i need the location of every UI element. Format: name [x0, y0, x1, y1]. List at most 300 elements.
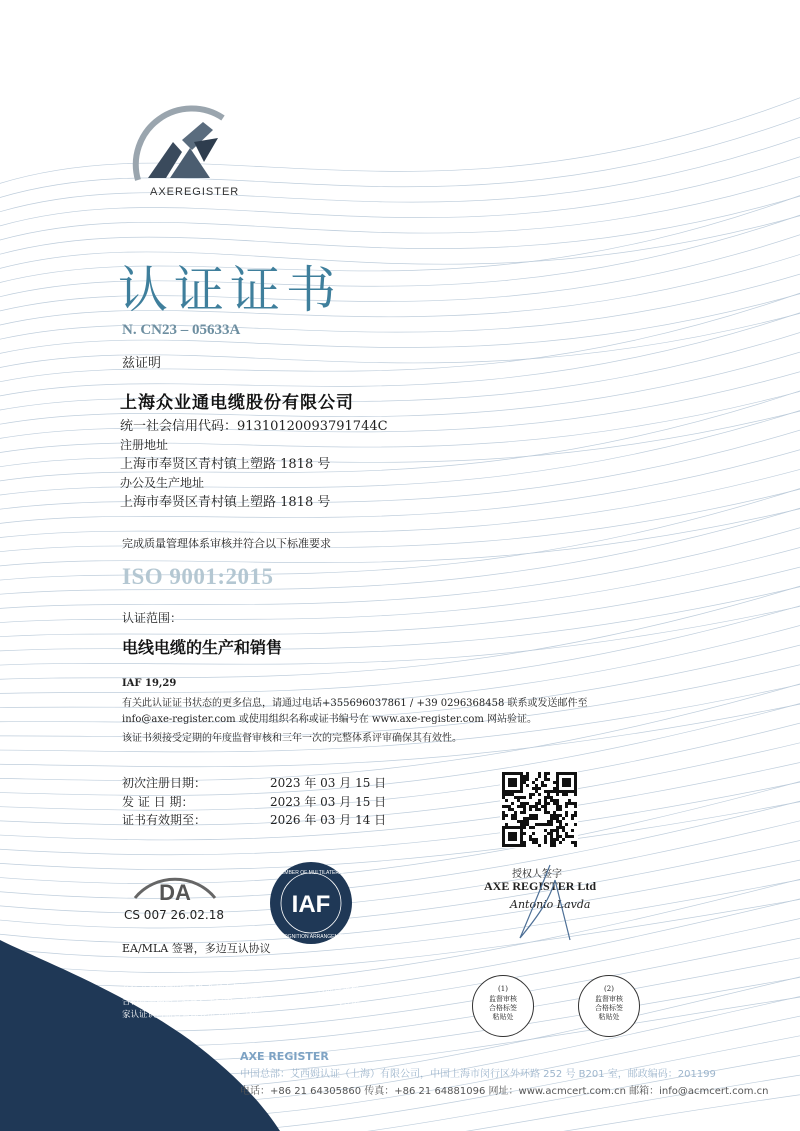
footer-brand: AXE REGISTER: [240, 1050, 329, 1063]
qr-module: [571, 829, 574, 832]
qr-module: [529, 796, 532, 799]
qr-module: [517, 796, 520, 799]
qr-module: [502, 778, 505, 781]
qr-module: [559, 826, 562, 829]
qr-module: [502, 772, 505, 775]
wave-line: [0, 876, 800, 958]
qr-module: [553, 802, 556, 805]
qr-module: [550, 796, 553, 799]
qr-module: [571, 841, 574, 844]
qr-module: [523, 841, 526, 844]
qr-module: [547, 790, 550, 793]
qr-module: [508, 793, 511, 796]
qr-module: [517, 772, 520, 775]
notice-line-3: 家认证认可监督管理委员会网站（www.cnca.gov.cn）查询。: [122, 1010, 358, 1020]
qr-module: [520, 784, 523, 787]
registered-address: 上海市奉贤区青村镇上塑路 1818 号: [120, 457, 331, 472]
qr-module: [565, 790, 568, 793]
qr-module: [544, 778, 547, 781]
qr-module: [502, 784, 505, 787]
qr-module: [568, 802, 571, 805]
qr-module: [556, 790, 559, 793]
qr-module: [526, 778, 529, 781]
qr-module: [514, 814, 517, 817]
qr-module: [514, 781, 517, 784]
qr-module: [562, 838, 565, 841]
qr-module: [556, 799, 559, 802]
qr-module: [550, 841, 553, 844]
seal-2-number: (2): [604, 985, 614, 993]
qr-module: [520, 811, 523, 814]
certify-text: 兹证明: [122, 356, 162, 371]
qr-module: [523, 826, 526, 829]
office-address-label: 办公及生产地址: [120, 476, 205, 490]
da-code: CS 007 26.02.18: [124, 908, 224, 922]
page-title: 认证证书: [118, 261, 342, 319]
expiry-date-label: 证书有效期至：: [122, 813, 207, 827]
qr-module: [562, 817, 565, 820]
qr-module: [571, 790, 574, 793]
qr-module: [556, 805, 559, 808]
info-line-2: info@axe-register.com 或使用组织名称或证书编号在 www.axe-register.com 网站验证。: [122, 714, 538, 725]
qr-module: [550, 814, 553, 817]
qr-module: [529, 793, 532, 796]
qr-module: [535, 790, 538, 793]
qr-module: [574, 790, 577, 793]
qr-module: [556, 826, 559, 829]
qr-module: [529, 814, 532, 817]
qr-module: [565, 814, 568, 817]
qr-module: [502, 775, 505, 778]
signature-stroke: [510, 860, 580, 945]
qr-module: [538, 775, 541, 778]
qr-module: [502, 829, 505, 832]
wave-line: [0, 894, 800, 1001]
qr-module: [523, 802, 526, 805]
qr-module: [547, 802, 550, 805]
qr-module: [514, 790, 517, 793]
qr-module: [556, 781, 559, 784]
qr-module: [562, 781, 565, 784]
notice-line-1: 在证书有效期内每 12 个月内须接受一次监督审核并将监督审核: [122, 984, 360, 994]
qr-module: [553, 787, 556, 790]
certificate-number: N. CN23 – 05633A: [122, 322, 241, 338]
surveillance-seal-2: [578, 975, 640, 1037]
qr-module: [550, 820, 553, 823]
qr-module: [529, 808, 532, 811]
qr-module: [538, 808, 541, 811]
navy-corner: [0, 940, 280, 1131]
seal-2-line-3: 粘贴处: [598, 1013, 620, 1021]
qr-module: [505, 823, 508, 826]
qr-module: [514, 844, 517, 847]
qr-module: [547, 772, 550, 775]
qr-module: [553, 781, 556, 784]
issue-date-label: 发 证 日 期：: [122, 795, 194, 809]
qr-module: [559, 841, 562, 844]
qr-module: [520, 823, 523, 826]
qr-module: [562, 793, 565, 796]
qr-module: [511, 832, 514, 835]
qr-module: [550, 832, 553, 835]
footer-address: 中国总部：艾西姆认证（上海）有限公司，中国上海市闵行区外环路 252 号 B201 室，邮政编码：201199: [240, 1069, 716, 1080]
qr-module: [553, 838, 556, 841]
qr-module: [520, 775, 523, 778]
notice-line-2: 合格标签粘贴于有贫指定位置。此证书方为有效。本证书可在国: [122, 997, 361, 1007]
qr-module: [565, 823, 568, 826]
qr-module: [523, 820, 526, 823]
qr-module: [574, 787, 577, 790]
qr-module: [532, 826, 535, 829]
wave-line: [0, 582, 800, 652]
qr-module: [547, 820, 550, 823]
qr-module: [502, 838, 505, 841]
qr-module: [520, 838, 523, 841]
qr-module: [532, 817, 535, 820]
qr-module: [502, 817, 505, 820]
qr-module: [559, 814, 562, 817]
qr-module: [505, 814, 508, 817]
qr-module: [562, 772, 565, 775]
wave-line: [0, 874, 800, 987]
qr-module: [529, 826, 532, 829]
qr-module: [532, 793, 535, 796]
qr-module: [520, 832, 523, 835]
iaf-logo-icon: [268, 860, 354, 946]
qr-module: [568, 790, 571, 793]
qr-module: [526, 817, 529, 820]
qr-module: [517, 826, 520, 829]
qr-module: [526, 823, 529, 826]
qr-module: [511, 790, 514, 793]
qr-module: [502, 811, 505, 814]
qr-module: [535, 787, 538, 790]
qr-module: [544, 796, 547, 799]
qr-module: [550, 817, 553, 820]
qr-module: [553, 814, 556, 817]
qr-module: [514, 817, 517, 820]
surveillance-seal-1: [472, 975, 534, 1037]
qr-module: [559, 808, 562, 811]
qr-module: [556, 808, 559, 811]
qr-module: [511, 784, 514, 787]
qr-module: [547, 793, 550, 796]
qr-module: [541, 805, 544, 808]
qr-module: [559, 790, 562, 793]
signatory-name: Antonio Lavda: [510, 898, 591, 911]
qr-module: [535, 784, 538, 787]
seal-1-line-2: 合格标签: [489, 1004, 517, 1012]
registered-address-label: 注册地址: [120, 438, 169, 452]
iaf-code: IAF 19,29: [122, 678, 177, 689]
qr-module: [559, 835, 562, 838]
qr-module: [556, 775, 559, 778]
qr-module: [514, 784, 517, 787]
qr-module: [544, 784, 547, 787]
qr-module: [511, 817, 514, 820]
svg-text:DA: DA: [159, 880, 191, 905]
qr-module: [508, 838, 511, 841]
qr-module: [520, 796, 523, 799]
info-line-1: 有关此认证证书状态的更多信息，请通过电话+355696037861 / +39 0296368458 联系或发送邮件至: [122, 698, 588, 709]
qr-module: [544, 808, 547, 811]
qr-module: [556, 829, 559, 832]
qr-module: [508, 832, 511, 835]
qr-module: [514, 835, 517, 838]
qr-module: [535, 805, 538, 808]
qr-module: [520, 835, 523, 838]
qr-module: [556, 820, 559, 823]
first-registration-label: 初次注册日期：: [122, 776, 207, 790]
qr-module: [538, 787, 541, 790]
qr-module: [565, 802, 568, 805]
wave-line: [0, 522, 800, 610]
qr-module: [508, 778, 511, 781]
qr-module: [535, 778, 538, 781]
qr-module: [544, 841, 547, 844]
qr-module: [565, 805, 568, 808]
qr-module: [553, 829, 556, 832]
qr-module: [535, 817, 538, 820]
qr-module: [502, 832, 505, 835]
qr-module: [526, 772, 529, 775]
qr-module: [547, 823, 550, 826]
qr-module: [571, 772, 574, 775]
qr-module: [505, 844, 508, 847]
qr-module: [556, 832, 559, 835]
qr-module: [571, 817, 574, 820]
qr-module: [520, 805, 523, 808]
standard-name: ISO 9001:2015: [122, 564, 274, 589]
qr-module: [538, 793, 541, 796]
qr-module: [541, 784, 544, 787]
office-address: 上海市奉贤区青村镇上塑路 1818 号: [120, 495, 331, 510]
qr-module: [550, 799, 553, 802]
qr-module: [508, 805, 511, 808]
qr-module: [502, 844, 505, 847]
qr-module: [526, 784, 529, 787]
qr-module: [532, 832, 535, 835]
qr-module: [511, 802, 514, 805]
qr-code-icon: [500, 770, 578, 848]
qr-module: [511, 814, 514, 817]
qr-module: [505, 790, 508, 793]
qr-module: [556, 835, 559, 838]
qr-module: [514, 838, 517, 841]
iaf-top-text: MEMBER OF MULTILATERAL: [276, 870, 346, 876]
qr-module: [547, 811, 550, 814]
qr-module: [544, 835, 547, 838]
qr-module: [556, 814, 559, 817]
qr-module: [550, 835, 553, 838]
company-name: 上海众业通电缆股份有限公司: [120, 393, 354, 413]
qr-module: [526, 775, 529, 778]
qr-module: [502, 826, 505, 829]
qr-module: [517, 820, 520, 823]
qr-module: [550, 829, 553, 832]
qr-module: [559, 772, 562, 775]
qr-module: [532, 838, 535, 841]
compliance-text: 完成质量管理体系审核并符合以下标准要求: [122, 537, 331, 550]
qr-module: [538, 772, 541, 775]
qr-module: [508, 772, 511, 775]
certification-scope: 电线电缆的生产和销售: [122, 638, 283, 657]
qr-module: [523, 817, 526, 820]
qr-module: [517, 805, 520, 808]
qr-module: [565, 835, 568, 838]
qr-module: [535, 838, 538, 841]
qr-module: [535, 814, 538, 817]
qr-module: [571, 835, 574, 838]
qr-module: [559, 823, 562, 826]
qr-module: [502, 835, 505, 838]
qr-module: [511, 826, 514, 829]
qr-module: [511, 808, 514, 811]
qr-module: [556, 793, 559, 796]
qr-module: [517, 790, 520, 793]
qr-module: [541, 823, 544, 826]
qr-module: [514, 772, 517, 775]
qr-module: [574, 793, 577, 796]
footer-contact: 电话：+86 21 64305860 传真：+86 21 64881096 网址：www.acmcert.com.cn 邮箱：info@acmcert.com.cn: [240, 1086, 769, 1097]
qr-module: [562, 826, 565, 829]
qr-module: [502, 793, 505, 796]
qr-module: [565, 778, 568, 781]
qr-module: [556, 802, 559, 805]
qr-module: [535, 841, 538, 844]
qr-module: [553, 799, 556, 802]
qr-module: [550, 844, 553, 847]
qr-module: [520, 787, 523, 790]
qr-module: [514, 826, 517, 829]
qr-module: [520, 844, 523, 847]
qr-module: [502, 790, 505, 793]
qr-module: [508, 784, 511, 787]
qr-module: [568, 835, 571, 838]
qr-module: [508, 790, 511, 793]
qr-module: [514, 832, 517, 835]
qr-module: [565, 781, 568, 784]
qr-module: [511, 781, 514, 784]
qr-module: [520, 826, 523, 829]
qr-module: [562, 784, 565, 787]
qr-module: [523, 832, 526, 835]
qr-module: [565, 832, 568, 835]
qr-module: [553, 811, 556, 814]
qr-module: [544, 805, 547, 808]
iaf-label: IAF: [291, 891, 331, 918]
qr-module: [508, 808, 511, 811]
qr-module: [529, 817, 532, 820]
signatory-label: 授权人签字: [512, 869, 562, 880]
qr-module: [526, 802, 529, 805]
qr-module: [514, 796, 517, 799]
qr-module: [502, 814, 505, 817]
qr-module: [523, 796, 526, 799]
wave-line: [0, 562, 800, 638]
qr-module: [514, 811, 517, 814]
qr-module: [520, 790, 523, 793]
logo-brand-text: AXEREGISTER: [150, 186, 240, 198]
qr-module: [508, 826, 511, 829]
qr-module: [547, 796, 550, 799]
qr-module: [544, 772, 547, 775]
qr-module: [556, 772, 559, 775]
qr-module: [523, 808, 526, 811]
qr-module: [511, 793, 514, 796]
first-registration-date: 2023 年 03 月 15 日: [270, 776, 387, 790]
qr-module: [550, 790, 553, 793]
qr-module: [523, 805, 526, 808]
qr-module: [508, 844, 511, 847]
qr-module: [502, 841, 505, 844]
qr-module: [544, 823, 547, 826]
notice-block: [122, 983, 360, 1022]
qr-module: [520, 820, 523, 823]
qr-module: [532, 787, 535, 790]
qr-module: [574, 778, 577, 781]
scope-label: 认证范围：: [122, 611, 183, 625]
qr-module: [505, 793, 508, 796]
qr-module: [556, 817, 559, 820]
qr-module: [505, 826, 508, 829]
qr-module: [568, 778, 571, 781]
qr-module: [550, 823, 553, 826]
qr-module: [523, 811, 526, 814]
wave-line: [0, 896, 800, 973]
qr-module: [502, 787, 505, 790]
qr-module: [544, 811, 547, 814]
qr-module: [520, 802, 523, 805]
qr-module: [574, 811, 577, 814]
qr-module: [523, 781, 526, 784]
qr-module: [532, 805, 535, 808]
qr-module: [568, 781, 571, 784]
qr-module: [535, 808, 538, 811]
qr-module: [505, 805, 508, 808]
qr-module: [550, 838, 553, 841]
qr-module: [511, 772, 514, 775]
qr-module: [556, 838, 559, 841]
qr-module: [535, 823, 538, 826]
credit-code: 统一社会信用代码：91310120093791744C: [120, 419, 388, 434]
qr-module: [547, 832, 550, 835]
info-line-3: 该证书须接受定期的年度监督审核和三年一次的完整体系评审确保其有效性。: [122, 733, 462, 744]
qr-module: [532, 814, 535, 817]
qr-module: [556, 778, 559, 781]
qr-module: [520, 772, 523, 775]
qr-module: [523, 823, 526, 826]
qr-module: [520, 829, 523, 832]
qr-module: [553, 790, 556, 793]
qr-module: [574, 781, 577, 784]
wave-line: [0, 502, 800, 596]
qr-module: [565, 793, 568, 796]
issue-date: 2023 年 03 月 15 日: [270, 795, 387, 809]
qr-module: [574, 775, 577, 778]
qr-module: [505, 799, 508, 802]
qr-module: [571, 802, 574, 805]
qr-module: [574, 841, 577, 844]
seal-2-line-1: 监督审核: [595, 995, 623, 1003]
qr-module: [511, 835, 514, 838]
qr-module: [508, 835, 511, 838]
qr-module: [574, 772, 577, 775]
qr-module: [571, 814, 574, 817]
qr-module: [535, 802, 538, 805]
qr-module: [505, 772, 508, 775]
qr-module: [565, 784, 568, 787]
